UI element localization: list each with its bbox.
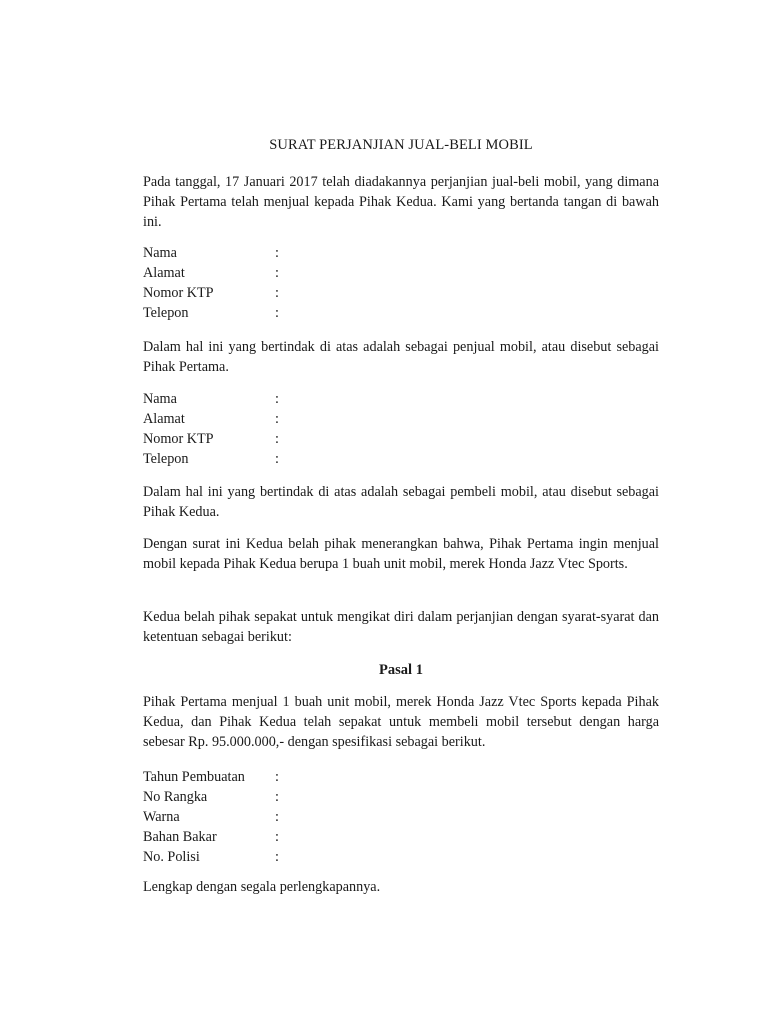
agreement-paragraph: Kedua belah pihak sepakat untuk mengikat diri dalam perjanjian dengan syarat-syarat dan ketentuan sebagai berikut:	[143, 609, 659, 645]
field-label: Alamat	[143, 265, 185, 281]
car-spec-fields	[143, 767, 659, 867]
document-page	[143, 0, 659, 1024]
field-label: Nomor KTP	[143, 431, 214, 447]
field-row	[143, 283, 659, 303]
field-label: Bahan Bakar	[143, 829, 217, 845]
field-label: Telepon	[143, 305, 189, 321]
field-separator: :	[275, 451, 279, 467]
field-label: No. Polisi	[143, 849, 200, 865]
party2-description: Dalam hal ini yang bertindak di atas adalah sebagai pembeli mobil, atau disebut sebagai Pihak Kedua.	[143, 484, 659, 520]
field-separator: :	[275, 829, 279, 845]
field-row	[143, 449, 659, 469]
field-label: Nama	[143, 245, 177, 261]
field-row	[143, 787, 659, 807]
field-separator: :	[275, 849, 279, 865]
field-separator: :	[275, 789, 279, 805]
field-row	[143, 767, 659, 787]
pasal-1-text: Pihak Pertama menjual 1 buah unit mobil, merek Honda Jazz Vtec Sports kepada Pihak Kedua, dan Pihak Kedua telah sepakat untuk membeli mobil tersebut dengan harga sebesar Rp. 95.000.000,- dengan spesifikasi sebagai berikut.	[143, 694, 659, 750]
field-row	[143, 243, 659, 263]
field-row	[143, 429, 659, 449]
field-label: Nama	[143, 391, 177, 407]
field-separator: :	[275, 809, 279, 825]
field-row	[143, 389, 659, 409]
field-label: Tahun Pembuatan	[143, 769, 245, 785]
field-separator: :	[275, 769, 279, 785]
field-separator: :	[275, 245, 279, 261]
field-row	[143, 807, 659, 827]
pasal-1-heading: Pasal 1	[379, 662, 423, 678]
document-title: SURAT PERJANJIAN JUAL-BELI MOBIL	[269, 137, 533, 153]
field-separator: :	[275, 391, 279, 407]
field-separator: :	[275, 431, 279, 447]
party2-fields	[143, 389, 659, 469]
field-separator: :	[275, 305, 279, 321]
field-label: Telepon	[143, 451, 189, 467]
field-label: No Rangka	[143, 789, 208, 805]
field-row	[143, 409, 659, 429]
field-separator: :	[275, 411, 279, 427]
field-row	[143, 263, 659, 283]
intro-paragraph: Pada tanggal, 17 Januari 2017 telah diadakannya perjanjian jual-beli mobil, yang dimana Pihak Pertama telah menjual kepada Pihak Kedua. Kami yang bertanda tangan di bawah ini.	[143, 174, 659, 230]
party1-fields	[143, 243, 659, 323]
closing-line: Lengkap dengan segala perlengkapannya.	[143, 879, 381, 895]
field-separator: :	[275, 265, 279, 281]
field-separator: :	[275, 285, 279, 301]
party1-description: Dalam hal ini yang bertindak di atas adalah sebagai penjual mobil, atau disebut sebagai Pihak Pertama.	[143, 339, 659, 375]
statement-paragraph: Dengan surat ini Kedua belah pihak menerangkan bahwa, Pihak Pertama ingin menjual mobil kepada Pihak Kedua berupa 1 buah unit mobil, merek Honda Jazz Vtec Sports.	[143, 536, 659, 572]
field-label: Warna	[143, 809, 180, 825]
field-row	[143, 303, 659, 323]
field-label: Alamat	[143, 411, 185, 427]
field-row	[143, 827, 659, 847]
field-row	[143, 847, 659, 867]
field-label: Nomor KTP	[143, 285, 214, 301]
